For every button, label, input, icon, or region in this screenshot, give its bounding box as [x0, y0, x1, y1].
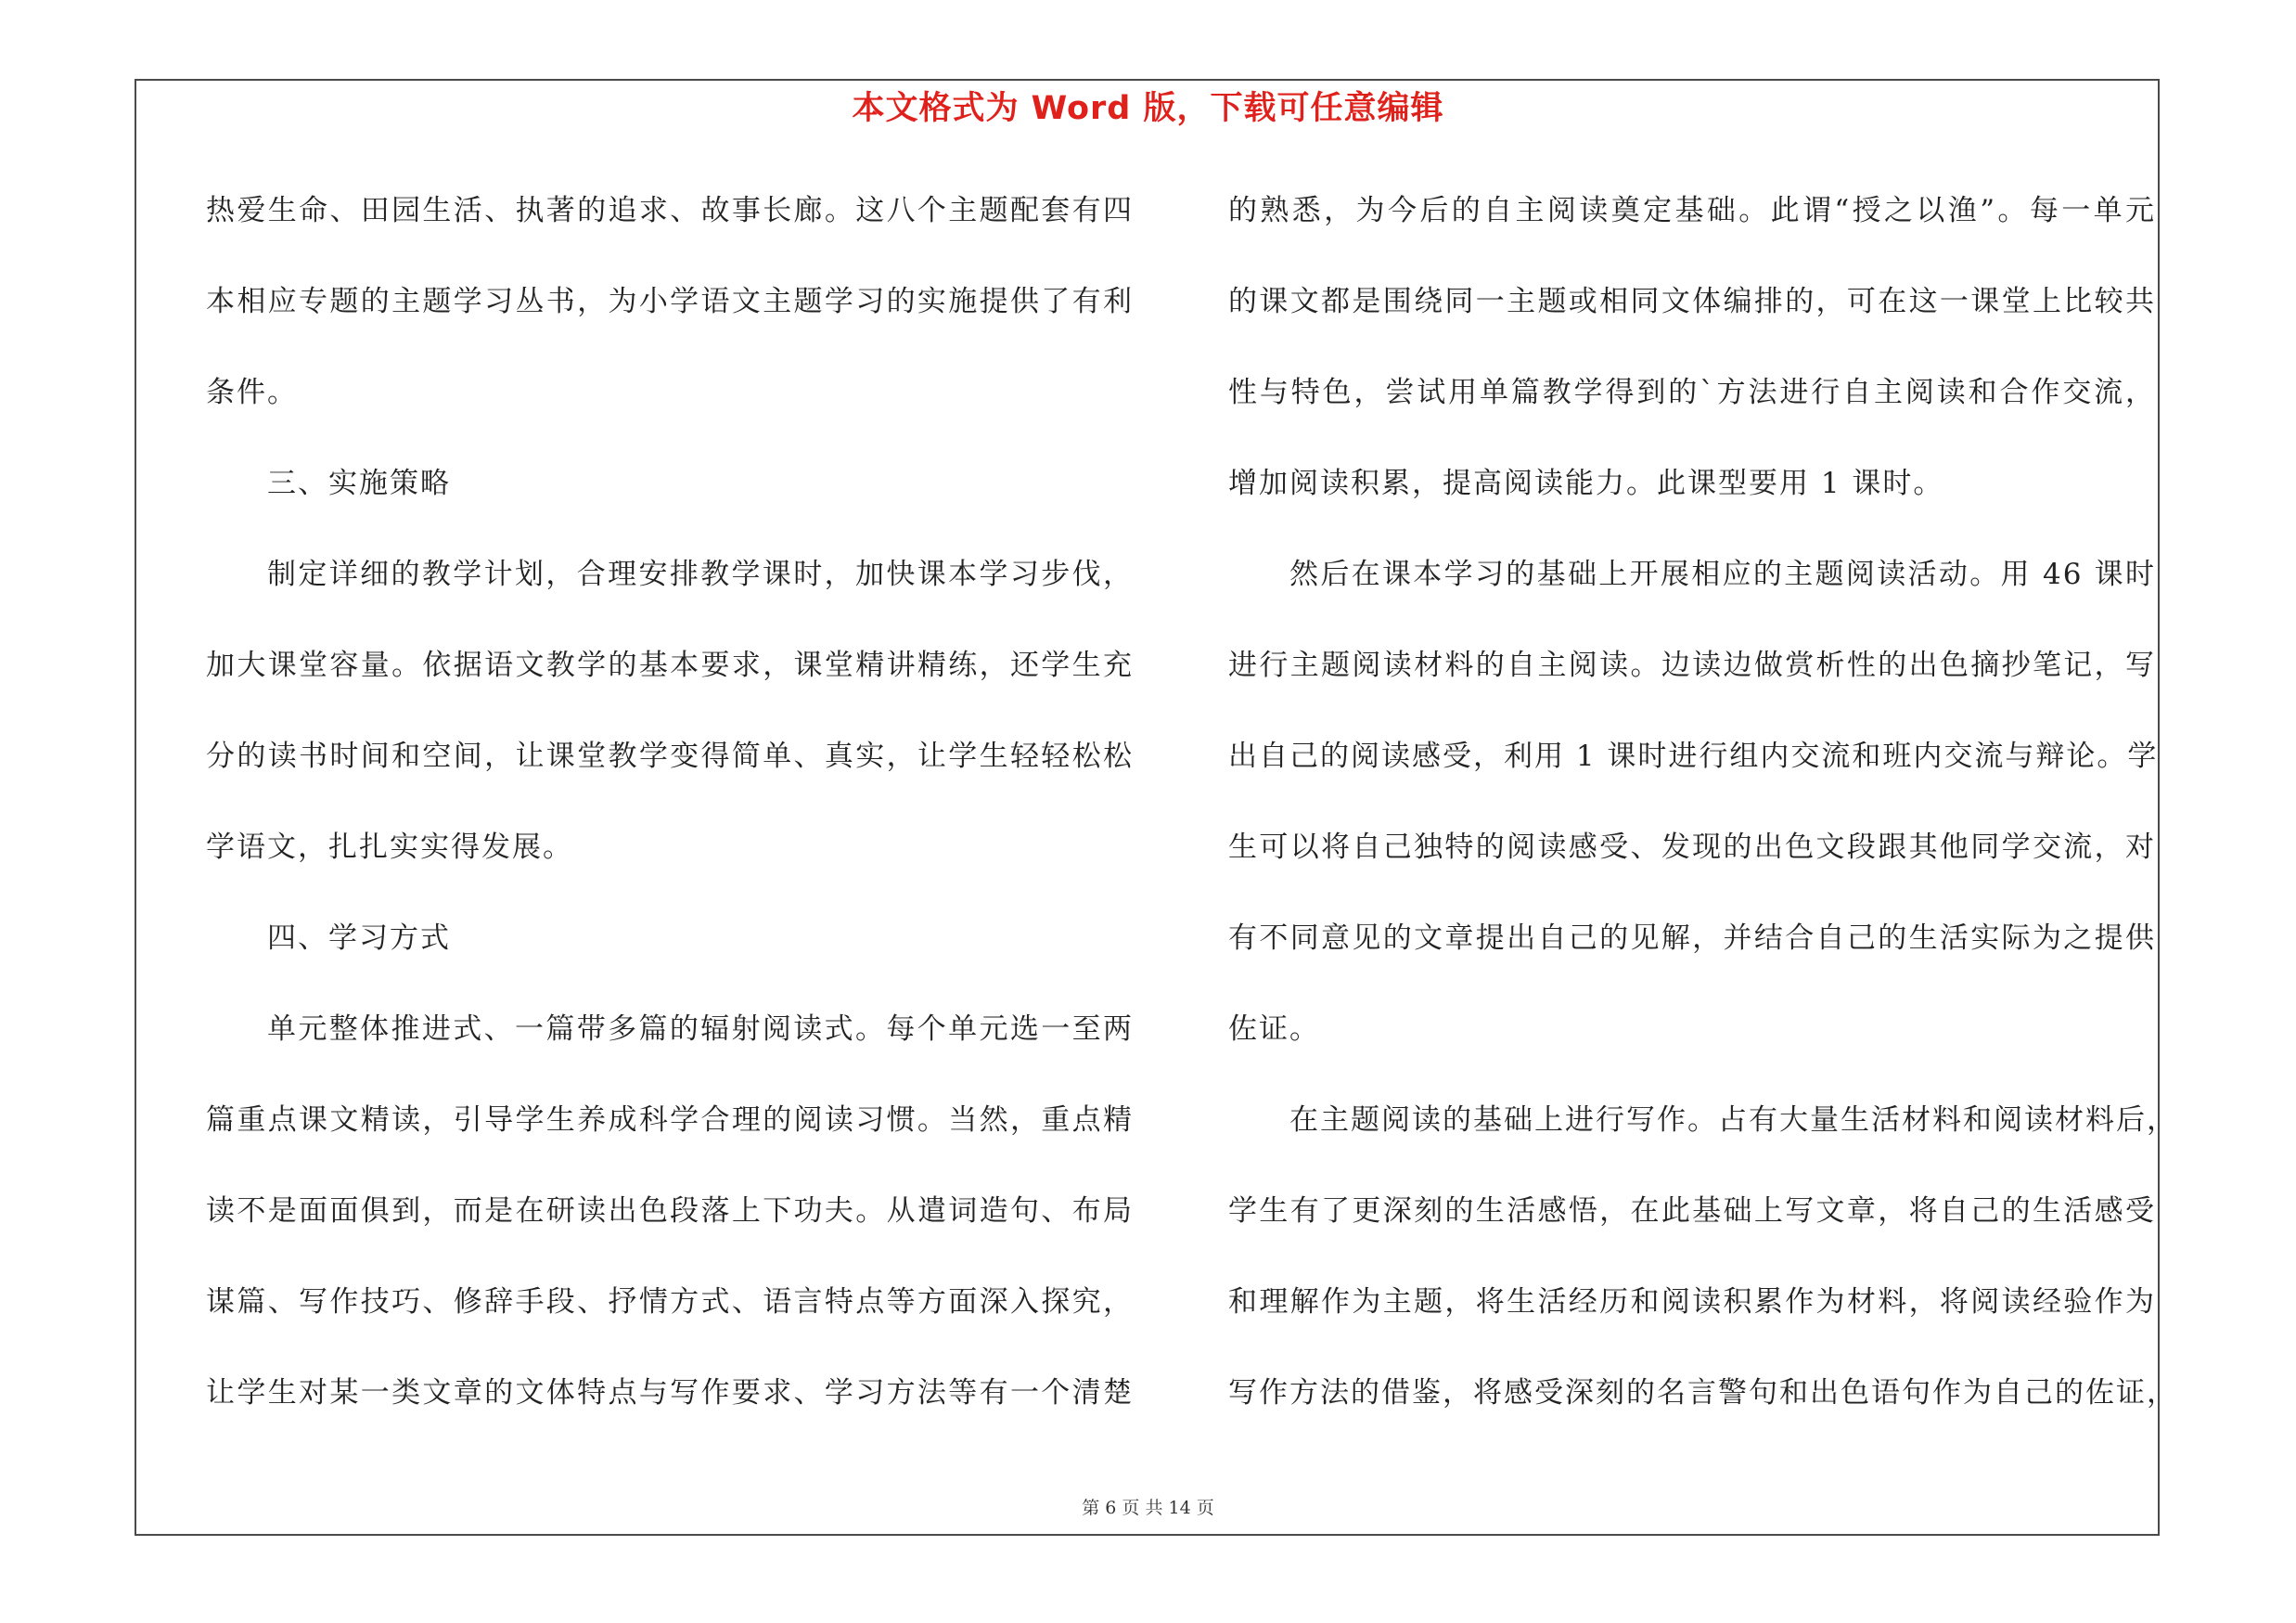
text-line: 的课文都是围绕同一主题或相同文体编排的，可在这一课堂上比较共: [1228, 285, 2156, 318]
text-line: 进行主题阅读材料的自主阅读。边读边做赏析性的出色摘抄笔记，写: [1228, 649, 2156, 682]
text-line: 在主题阅读的基础上进行写作。占有大量生活材料和阅读材料后，: [1289, 1103, 2177, 1137]
text-line: 有不同意见的文章提出自己的见解，并结合自己的生活实际为之提供: [1228, 921, 2156, 955]
text-line: 和理解作为主题，将生活经历和阅读积累作为材料，将阅读经验作为: [1228, 1285, 2156, 1319]
text-line: 分的读书时间和空间，让课堂教学变得简单、真实，让学生轻轻松松: [206, 740, 1134, 773]
section-heading: 三、实施策略: [267, 467, 451, 500]
text-line: 本相应专题的主题学习丛书，为小学语文主题学习的实施提供了有利: [206, 285, 1134, 318]
text-line: 谋篇、写作技巧、修辞手段、抒情方式、语言特点等方面深入探究，: [206, 1285, 1134, 1319]
page-number-footer: 第 6 页 共 14 页: [1082, 1498, 1214, 1518]
text-line: 然后在课本学习的基础上开展相应的主题阅读活动。用 46 课时: [1289, 558, 2156, 591]
word-format-banner: 本文格式为 Word 版，下载可任意编辑: [852, 90, 1444, 127]
text-line: 学生有了更深刻的生活感悟，在此基础上写文章，将自己的生活感受: [1228, 1194, 2156, 1228]
left-text-column: [206, 183, 1134, 1456]
text-line: 性与特色，尝试用单篇教学得到的`方法进行自主阅读和合作交流，: [1228, 376, 2156, 409]
text-line: 增加阅读积累，提高阅读能力。此课型要用 1 课时。: [1228, 467, 1944, 500]
text-line: 出自己的阅读感受，利用 1 课时进行组内交流和班内交流与辩论。学: [1228, 740, 2159, 773]
text-line: 让学生对某一类文章的文体特点与写作要求、学习方法等有一个清楚: [206, 1376, 1134, 1410]
text-line: 学语文，扎扎实实得发展。: [206, 831, 573, 864]
text-line: 单元整体推进式、一篇带多篇的辐射阅读式。每个单元选一至两: [267, 1012, 1134, 1046]
text-line: 制定详细的教学计划，合理安排教学课时，加快课本学习步伐，: [267, 558, 1134, 591]
text-line: 生可以将自己独特的阅读感受、发现的出色文段跟其他同学交流，对: [1228, 831, 2156, 864]
text-line: 佐证。: [1228, 1012, 1320, 1046]
text-line: 条件。: [206, 376, 298, 409]
text-line: 的熟悉，为今后的自主阅读奠定基础。此谓“授之以渔”。每一单元: [1228, 194, 2156, 227]
right-text-column: [1228, 183, 2177, 1456]
text-line: 热爱生命、田园生活、执著的追求、故事长廊。这八个主题配套有四: [206, 194, 1134, 227]
text-line: 读不是面面俱到，而是在研读出色段落上下功夫。从遣词造句、布局: [206, 1194, 1134, 1228]
text-line: 篇重点课文精读，引导学生养成科学合理的阅读习惯。当然，重点精: [206, 1103, 1134, 1137]
section-heading: 四、学习方式: [267, 921, 451, 955]
text-line: 写作方法的借鉴，将感受深刻的名言警句和出色语句作为自己的佐证，: [1228, 1376, 2177, 1410]
text-line: 加大课堂容量。依据语文教学的基本要求，课堂精讲精练，还学生充: [206, 649, 1134, 682]
